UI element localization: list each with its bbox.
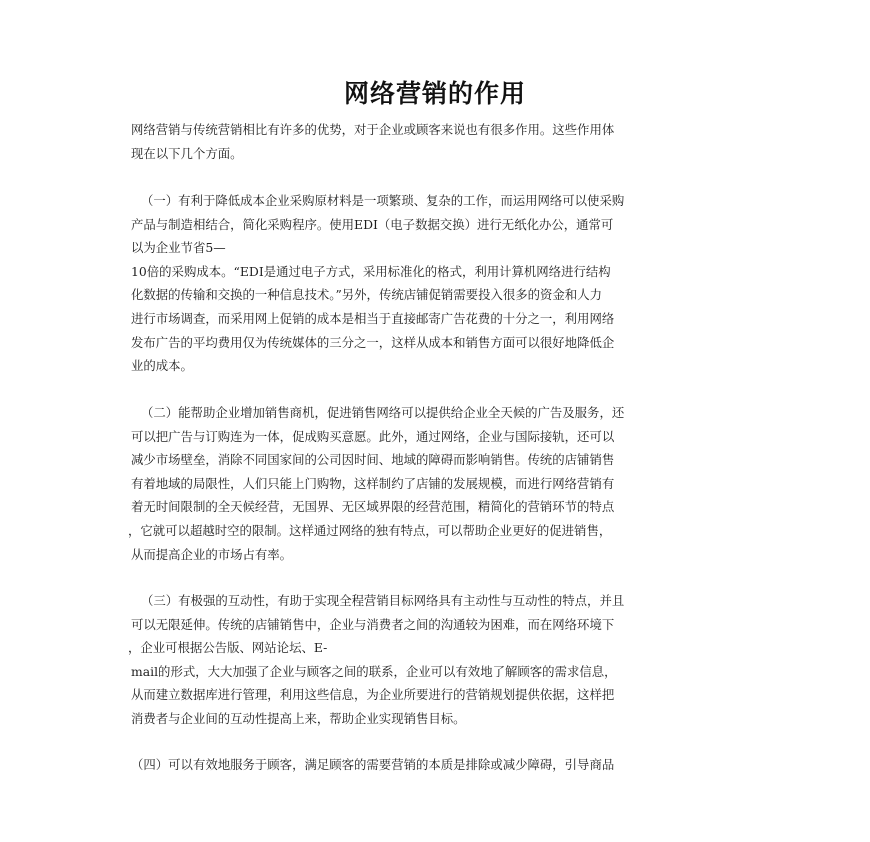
text-line: 从而提高企业的市场占有率。 [131, 546, 293, 562]
text-line: 进行市场调查，而采用网上促销的成本是相当于直接邮寄广告花费的十分之一，利用网络 [131, 310, 615, 326]
text-line: 发布广告的平均费用仅为传统媒体的三分之一，这样从成本和销售方面可以很好地降低企 [131, 334, 615, 350]
text-line: ，企业可根据公告版、网站论坛、E- [128, 640, 328, 656]
section-3-paragraph [128, 589, 741, 731]
text-line: 业的成本。 [131, 358, 193, 374]
section-4-paragraph [131, 753, 741, 777]
text-line: 现在以下几个方面。 [131, 145, 243, 161]
text-line: 消费者与企业间的互动性提高上来，帮助企业实现销售目标。 [131, 710, 466, 726]
text-line: （三）有极强的互动性，有助于实现全程营销目标网络具有主动性与互动性的特点，并且 [141, 593, 625, 608]
text-line: 有着地域的局限性，人们只能上门购物，这样制约了店铺的发展规模，而进行网络营销有 [131, 475, 615, 491]
section-1-paragraph [131, 189, 741, 378]
text-line: 可以把广告与订购连为一体，促成购买意愿。此外，通过网络，企业与国际接轨，还可以 [131, 428, 615, 444]
text-line: 着无时间限制的全天候经营，无国界、无区域界限的经营范围，精简化的营销环节的特点 [131, 499, 615, 515]
text-line: 产品与制造相结合，简化采购程序。使用EDI（电子数据交换）进行无纸化办公，通常可 [131, 216, 614, 232]
intro-paragraph [131, 118, 741, 165]
document-title: 网络营销的作用 [343, 79, 526, 108]
text-line: 从而建立数据库进行管理，利用这些信息，为企业所要进行的营销规划提供依据，这样把 [131, 687, 615, 703]
text-line: 减少市场壁垒，消除不同国家间的公司因时间、地域的障碍而影响销售。传统的店铺销售 [131, 452, 615, 468]
text-line: mail的形式，大大加强了企业与顾客之间的联系，企业可以有效地了解顾客的需求信息， [131, 663, 617, 679]
text-line: 10倍的采购成本。“EDI是通过电子方式，采用标准化的格式，利用计算机网络进行结构 [131, 263, 611, 279]
text-line: 网络营销与传统营销相比有许多的优势，对于企业或顾客来说也有很多作用。这些作用体 [131, 122, 615, 137]
text-line: ，它就可以超越时空的限制。这样通过网络的独有特点，可以帮助企业更好的促进销售， [128, 522, 612, 538]
text-line: 以为企业节省5— [131, 240, 226, 256]
text-line: （四）可以有效地服务于顾客，满足顾客的需要营销的本质是排除或减少障碍，引导商品 [131, 757, 615, 772]
text-line: 化数据的传输和交换的一种信息技术。”另外，传统店铺促销需要投入很多的资金和人力 [131, 287, 602, 303]
text-line: 可以无限延伸。传统的店铺销售中，企业与消费者之间的沟通较为困难，而在网络环境下 [131, 616, 615, 632]
text-line: （一）有利于降低成本企业采购原材料是一项繁琐、复杂的工作，而运用网络可以使采购 [141, 193, 625, 208]
section-2-paragraph [128, 401, 741, 566]
text-line: （二）能帮助企业增加销售商机，促进销售网络可以提供给企业全天候的广告及服务，还 [141, 405, 625, 420]
